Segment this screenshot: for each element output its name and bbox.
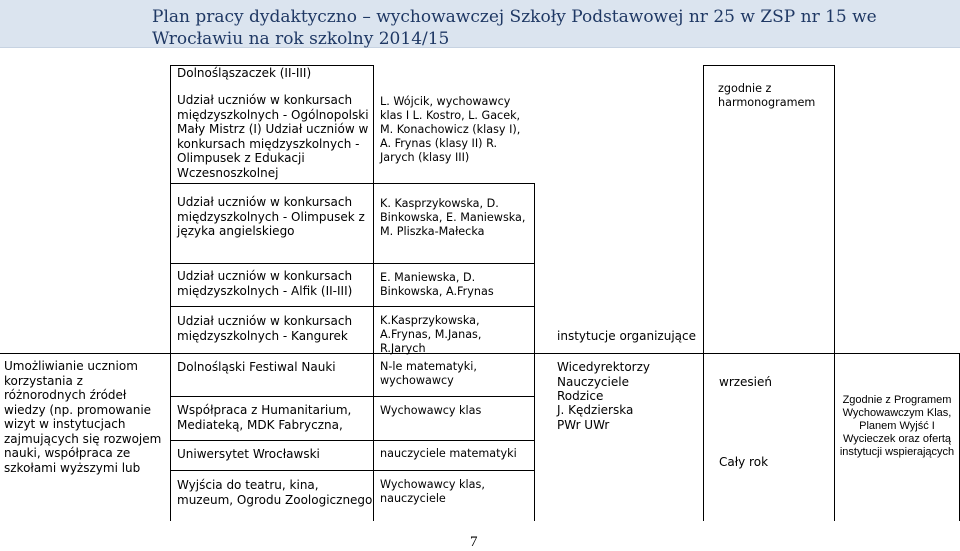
term-cell: Cały rok	[719, 455, 769, 469]
responsible-cell: K.Kasprzykowska, A.Frynas, M.Janas, R.Jarych	[380, 314, 482, 355]
term-cell: wrzesień	[719, 375, 773, 389]
activity-cell: Wyjścia do teatru, kina, muzeum, Ogrodu Zoologicznego	[177, 478, 373, 507]
activity-cell: Uniwersytet Wrocławski	[177, 447, 320, 461]
activity-cell: Udział uczniów w konkursach międzyszkolnych - Alfik (II-III)	[177, 269, 353, 298]
partners-cell: instytucje organizujące	[557, 329, 696, 343]
responsible-cell: nauczyciele matematyki	[380, 447, 517, 460]
notes-cell: Zgodnie z Programem Wychowawczym Klas, Planem Wyjść I Wycieczek oraz ofertą instytucji wspierających	[839, 394, 955, 458]
activity-cell: Dolnośląszaczek (II-III)	[177, 66, 312, 80]
activity-cell: Współpraca z Humanitarium, Mediateką, MDK Fabryczna,	[177, 403, 352, 432]
responsible-cell: Wychowawcy klas, nauczyciele	[380, 478, 485, 505]
objective-text: Umożliwianie uczniom korzystania z różnorodnych źródeł wiedzy (np. promowanie wizyt w instytucjach zajmujących się rozwojem nauki, współpraca ze szkołami wyższymi lub	[4, 359, 162, 475]
responsible-cell: E. Maniewska, D. Binkowska, A.Frynas	[380, 271, 494, 298]
document-header	[0, 0, 960, 48]
partners-cell: J. Kędzierska PWr UWr	[557, 403, 634, 432]
activity-cell: Udział uczniów w konkursach międzyszkolnych - Kangurek	[177, 314, 353, 343]
responsible-cell: K. Kasprzykowska, D. Binkowska, E. Maniewska, M. Pliszka-Małecka	[380, 197, 526, 238]
partners-cell: Wicedyrektorzy Nauczyciele Rodzice	[557, 360, 651, 403]
responsible-cell: L. Wójcik, wychowawcy klas I L. Kostro, L. Gacek, M. Konachowicz (klasy I), A. Frynas (klasy II) R. Jarych (klasy III)	[380, 95, 521, 164]
activity-cell: Dolnośląski Festiwal Nauki	[177, 360, 336, 374]
document-title: Plan pracy dydaktyczno – wychowawczej Szkoły Podstawowej nr 25 w ZSP nr 15 we Wrocławiu na rok szkolny 2014/15	[152, 7, 877, 49]
term-cell: zgodnie z harmonogramem	[718, 82, 816, 109]
activity-cell: Udział uczniów w konkursach międzyszkolnych - Ogólnopolski Mały Mistrz (I) Udział uczniów w konkursach międzyszkolnych - Olimpusek z Edukacji Wczesnoszkolnej	[177, 93, 369, 180]
activity-cell: Udział uczniów w konkursach międzyszkolnych - Olimpusek z języka angielskiego	[177, 195, 365, 238]
page-number: 7	[470, 534, 478, 550]
responsible-cell: N-le matematyki, wychowawcy	[380, 360, 477, 387]
responsible-cell: Wychowawcy klas	[380, 404, 482, 417]
